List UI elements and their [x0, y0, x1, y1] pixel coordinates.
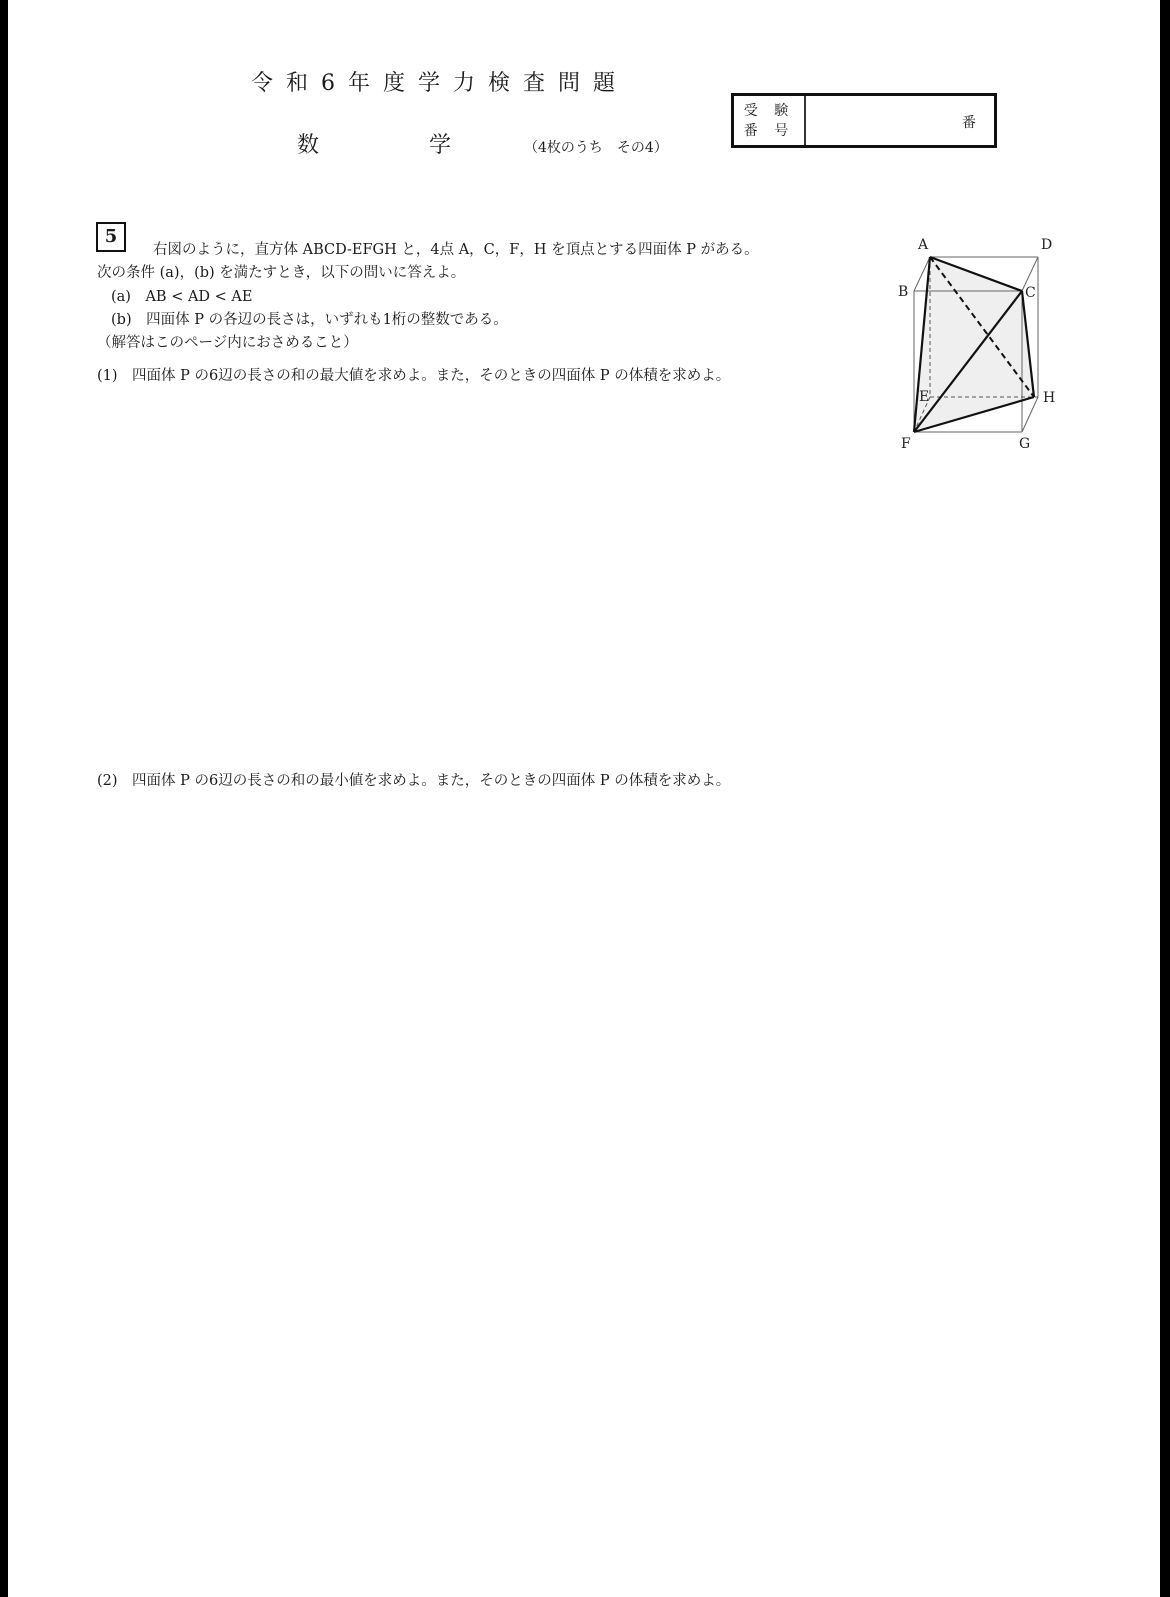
question-1: (1) 四面体 P の6辺の長さの和の最大値を求めよ。また，そのときの四面体 P の体積を求めよ。 — [97, 368, 731, 384]
problem-intro-line-2: 次の条件 (a)，(b) を満たすとき，以下の問いに答えよ。 — [97, 265, 466, 281]
exam-number-label-line-1: 受 験 — [743, 102, 795, 119]
exam-number-suffix: 番 — [962, 115, 976, 131]
vertex-label-a: A — [918, 237, 929, 253]
vertex-label-h: H — [1043, 390, 1056, 406]
vertex-label-d: D — [1041, 237, 1053, 253]
exam-number-label — [734, 96, 806, 145]
vertex-label-f: F — [901, 436, 911, 452]
tetrahedron-face-shade — [914, 257, 1034, 432]
vertex-label-g: G — [1019, 436, 1031, 452]
vertex-label-c: C — [1025, 285, 1036, 301]
exam-number-field[interactable] — [806, 96, 994, 145]
answer-note: （解答はこのページ内におさめること） — [97, 335, 358, 351]
problem-number: 5 — [96, 222, 126, 252]
condition-a: (a) AB < AD < AE — [111, 289, 253, 305]
question-2: (2) 四面体 P の6辺の長さの和の最小値を求めよ。また，そのときの四面体 P の体積を求めよ。 — [97, 773, 731, 789]
exam-number-box — [731, 93, 997, 148]
cuboid-tetrahedron-figure — [886, 232, 1086, 457]
sheet-note: （4枚のうち その4） — [524, 140, 668, 156]
subject-char-1: 数 — [297, 133, 320, 158]
condition-b: (b) 四面体 P の各辺の長さは，いずれも1桁の整数である。 — [111, 312, 508, 328]
problem-intro-line-1: 右図のように，直方体 ABCD-EFGH と，4点 A，C，F，H を頂点とする四面体 P がある。 — [153, 242, 759, 258]
vertex-label-e: E — [919, 389, 930, 405]
exam-number-label-line-2: 番 号 — [743, 122, 795, 139]
exam-title: 令和6年度学力検査問題 — [251, 71, 628, 96]
vertex-label-b: B — [898, 284, 909, 300]
edge-GH — [1022, 397, 1038, 432]
exam-page — [8, 0, 1160, 1597]
subject-char-2: 学 — [429, 133, 452, 158]
